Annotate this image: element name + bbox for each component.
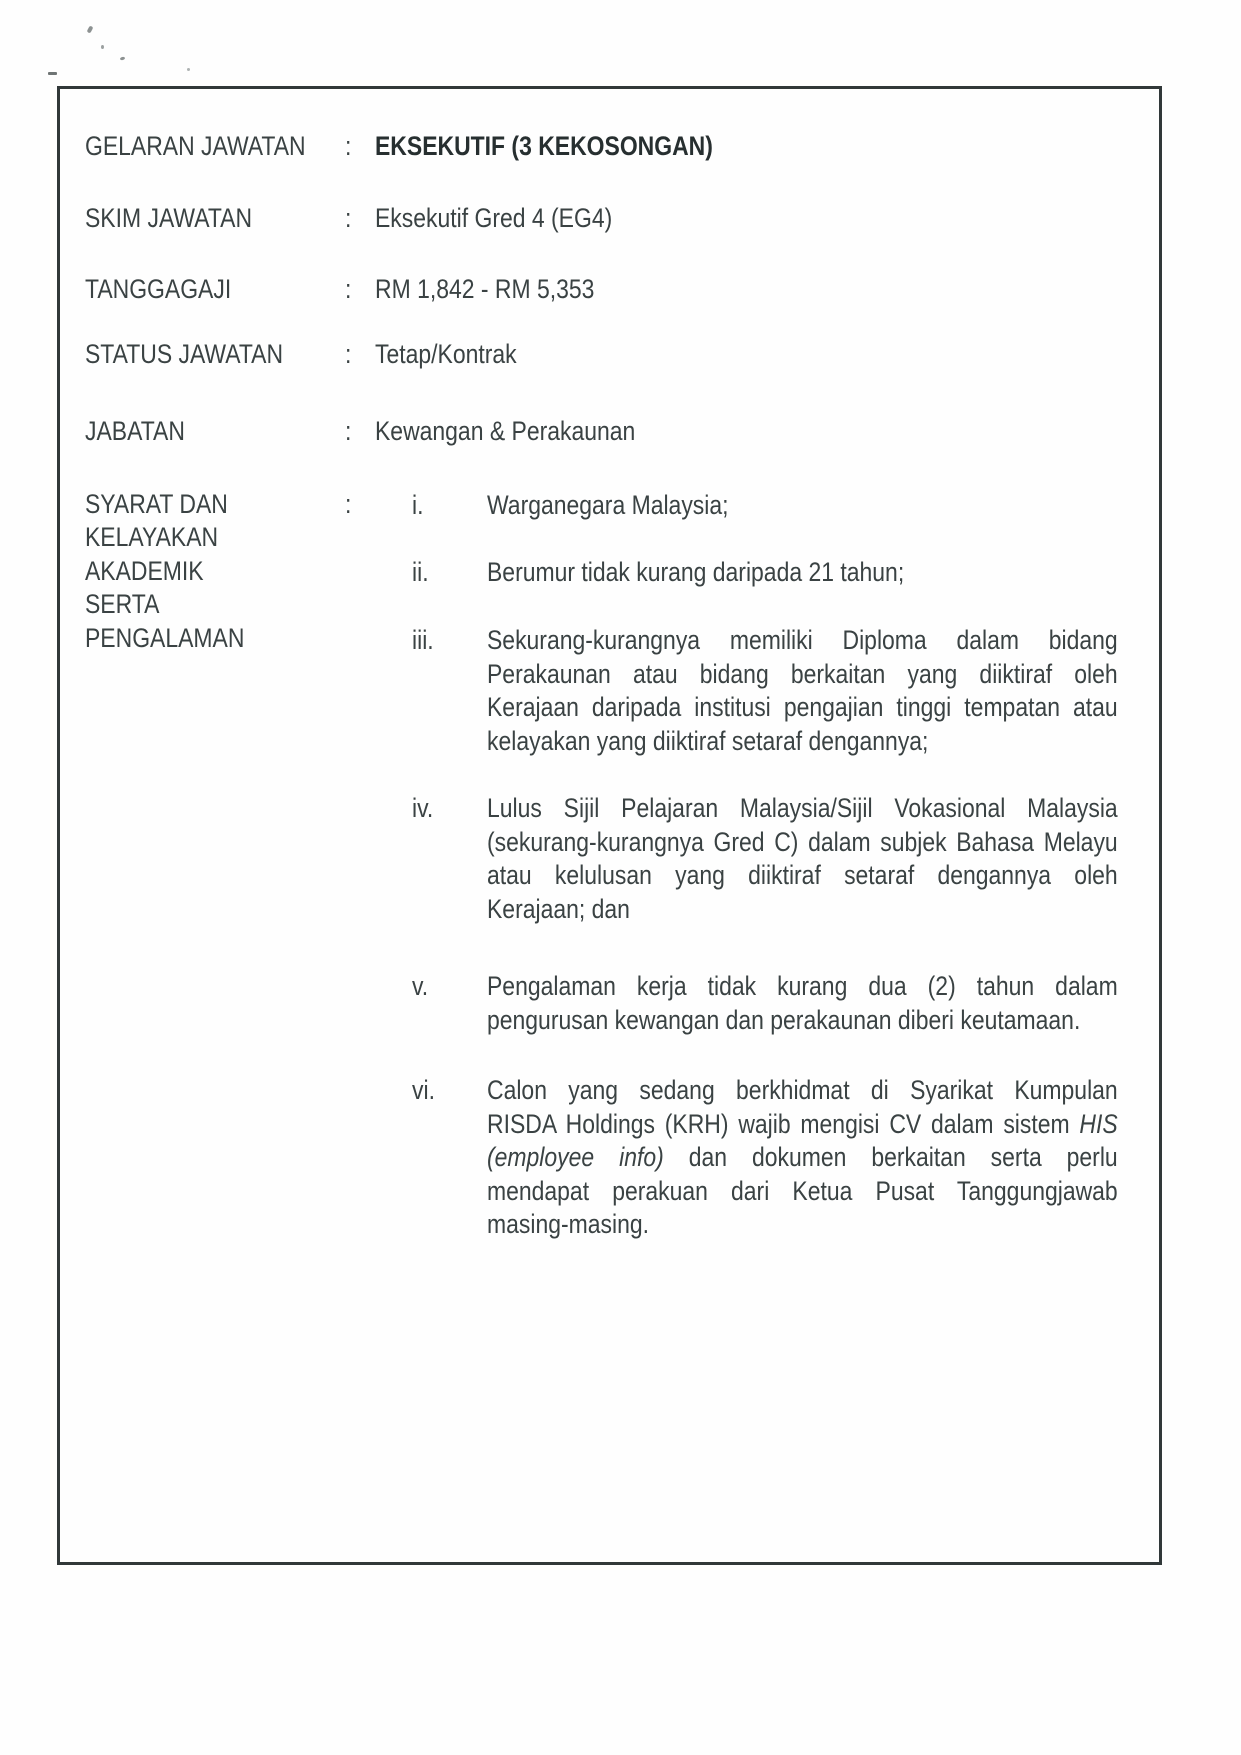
item-line: atau kelulusan yang diiktiraf setaraf dengannya oleh: [487, 860, 1118, 890]
item-numeral: iii.: [412, 625, 434, 655]
field-label: JABATAN: [85, 416, 185, 446]
requirement-item-ii: [412, 556, 1152, 590]
item-line-segment-italic: HIS: [1079, 1108, 1118, 1139]
field-row-jabatan: [0, 415, 1241, 451]
field-row-gelaran-jawatan: [0, 130, 1241, 166]
requirements-label-line: SERTA: [85, 589, 160, 620]
colon: :: [345, 489, 352, 519]
item-line: [487, 1108, 1118, 1142]
field-label: SKIM JAWATAN: [85, 203, 253, 233]
requirements-label-line: AKADEMIK: [85, 555, 204, 586]
scan-speck: [87, 25, 94, 33]
field-value: Kewangan & Perakaunan: [375, 416, 636, 446]
item-line: Warganegara Malaysia;: [487, 490, 729, 520]
item-numeral: i.: [412, 490, 424, 520]
item-line-segment: dan dokumen berkaitan serta perlu: [688, 1142, 1118, 1172]
requirements-label-line: PENGALAMAN: [85, 622, 245, 653]
requirement-item-iv: [412, 792, 1152, 926]
scan-speck: [48, 72, 57, 75]
field-label: TANGGAGAJI: [85, 274, 232, 304]
requirements-label: [85, 488, 273, 655]
item-line: Kerajaan daripada institusi pengajian tinggi tempatan atau: [487, 692, 1118, 722]
item-line: Sekurang-kurangnya memiliki Diploma dalam bidang: [487, 625, 1118, 655]
item-numeral: iv.: [412, 793, 434, 823]
item-text: [487, 970, 1118, 1037]
item-text: [487, 624, 1118, 758]
requirement-item-vi: [412, 1074, 1152, 1242]
requirement-item-iii: [412, 624, 1152, 758]
item-line: Kerajaan; dan: [487, 893, 630, 924]
colon: :: [345, 131, 352, 161]
colon: :: [345, 339, 352, 369]
colon: :: [345, 203, 352, 233]
item-line: masing-masing.: [487, 1209, 649, 1239]
scan-speck: [101, 45, 104, 49]
requirement-item-i: [412, 489, 1152, 523]
field-value: RM 1,842 - RM 5,353: [375, 274, 595, 304]
item-numeral: ii.: [412, 557, 429, 587]
item-line: Perakaunan atau bidang berkaitan yang diiktiraf oleh: [487, 658, 1118, 689]
item-text: [487, 556, 1118, 590]
requirements-label-line: KELAYAKAN: [85, 522, 219, 553]
field-label: STATUS JAWATAN: [85, 339, 284, 369]
item-line: pengurusan kewangan dan perakaunan diberi keutamaan.: [487, 1004, 1081, 1035]
item-line: Pengalaman kerja tidak kurang dua (2) tahun dalam: [487, 971, 1118, 1001]
item-line: Lulus Sijil Pelajaran Malaysia/Sijil Vokasional Malaysia: [487, 793, 1118, 823]
item-line: (sekurang-kurangnya Gred C) dalam subjek Bahasa Melayu: [487, 826, 1118, 857]
field-row-skim-jawatan: [0, 202, 1241, 238]
field-value: Eksekutif Gred 4 (EG4): [375, 203, 613, 233]
field-value: Tetap/Kontrak: [375, 339, 517, 369]
item-text: [487, 1074, 1118, 1242]
scan-speck: [187, 68, 190, 71]
field-row-tanggagaji: [0, 273, 1241, 309]
item-line: kelayakan yang diiktiraf setaraf dengannya;: [487, 725, 929, 756]
requirements-label-line: SYARAT DAN: [85, 489, 228, 519]
field-row-status-jawatan: [0, 338, 1241, 374]
item-text: [487, 792, 1118, 926]
scan-speck: [120, 56, 126, 60]
requirement-item-v: [412, 970, 1152, 1037]
item-line: mendapat perakuan dari Ketua Pusat Tanggungjawab: [487, 1175, 1118, 1206]
item-line: [487, 1141, 1118, 1175]
colon: :: [345, 274, 352, 304]
item-line-segment-italic: (employee info): [487, 1142, 664, 1172]
item-line-segment: RISDA Holdings (KRH) wajib mengisi CV dalam sistem: [487, 1108, 1070, 1139]
field-value: EKSEKUTIF (3 KEKOSONGAN): [375, 131, 713, 161]
item-numeral: v.: [412, 971, 429, 1001]
colon: :: [345, 416, 352, 446]
field-label: GELARAN JAWATAN: [85, 131, 306, 161]
item-text: [487, 489, 1118, 523]
item-line: Calon yang sedang berkhidmat di Syarikat Kumpulan: [487, 1075, 1118, 1105]
item-line: Berumur tidak kurang daripada 21 tahun;: [487, 557, 905, 587]
item-numeral: vi.: [412, 1075, 435, 1105]
